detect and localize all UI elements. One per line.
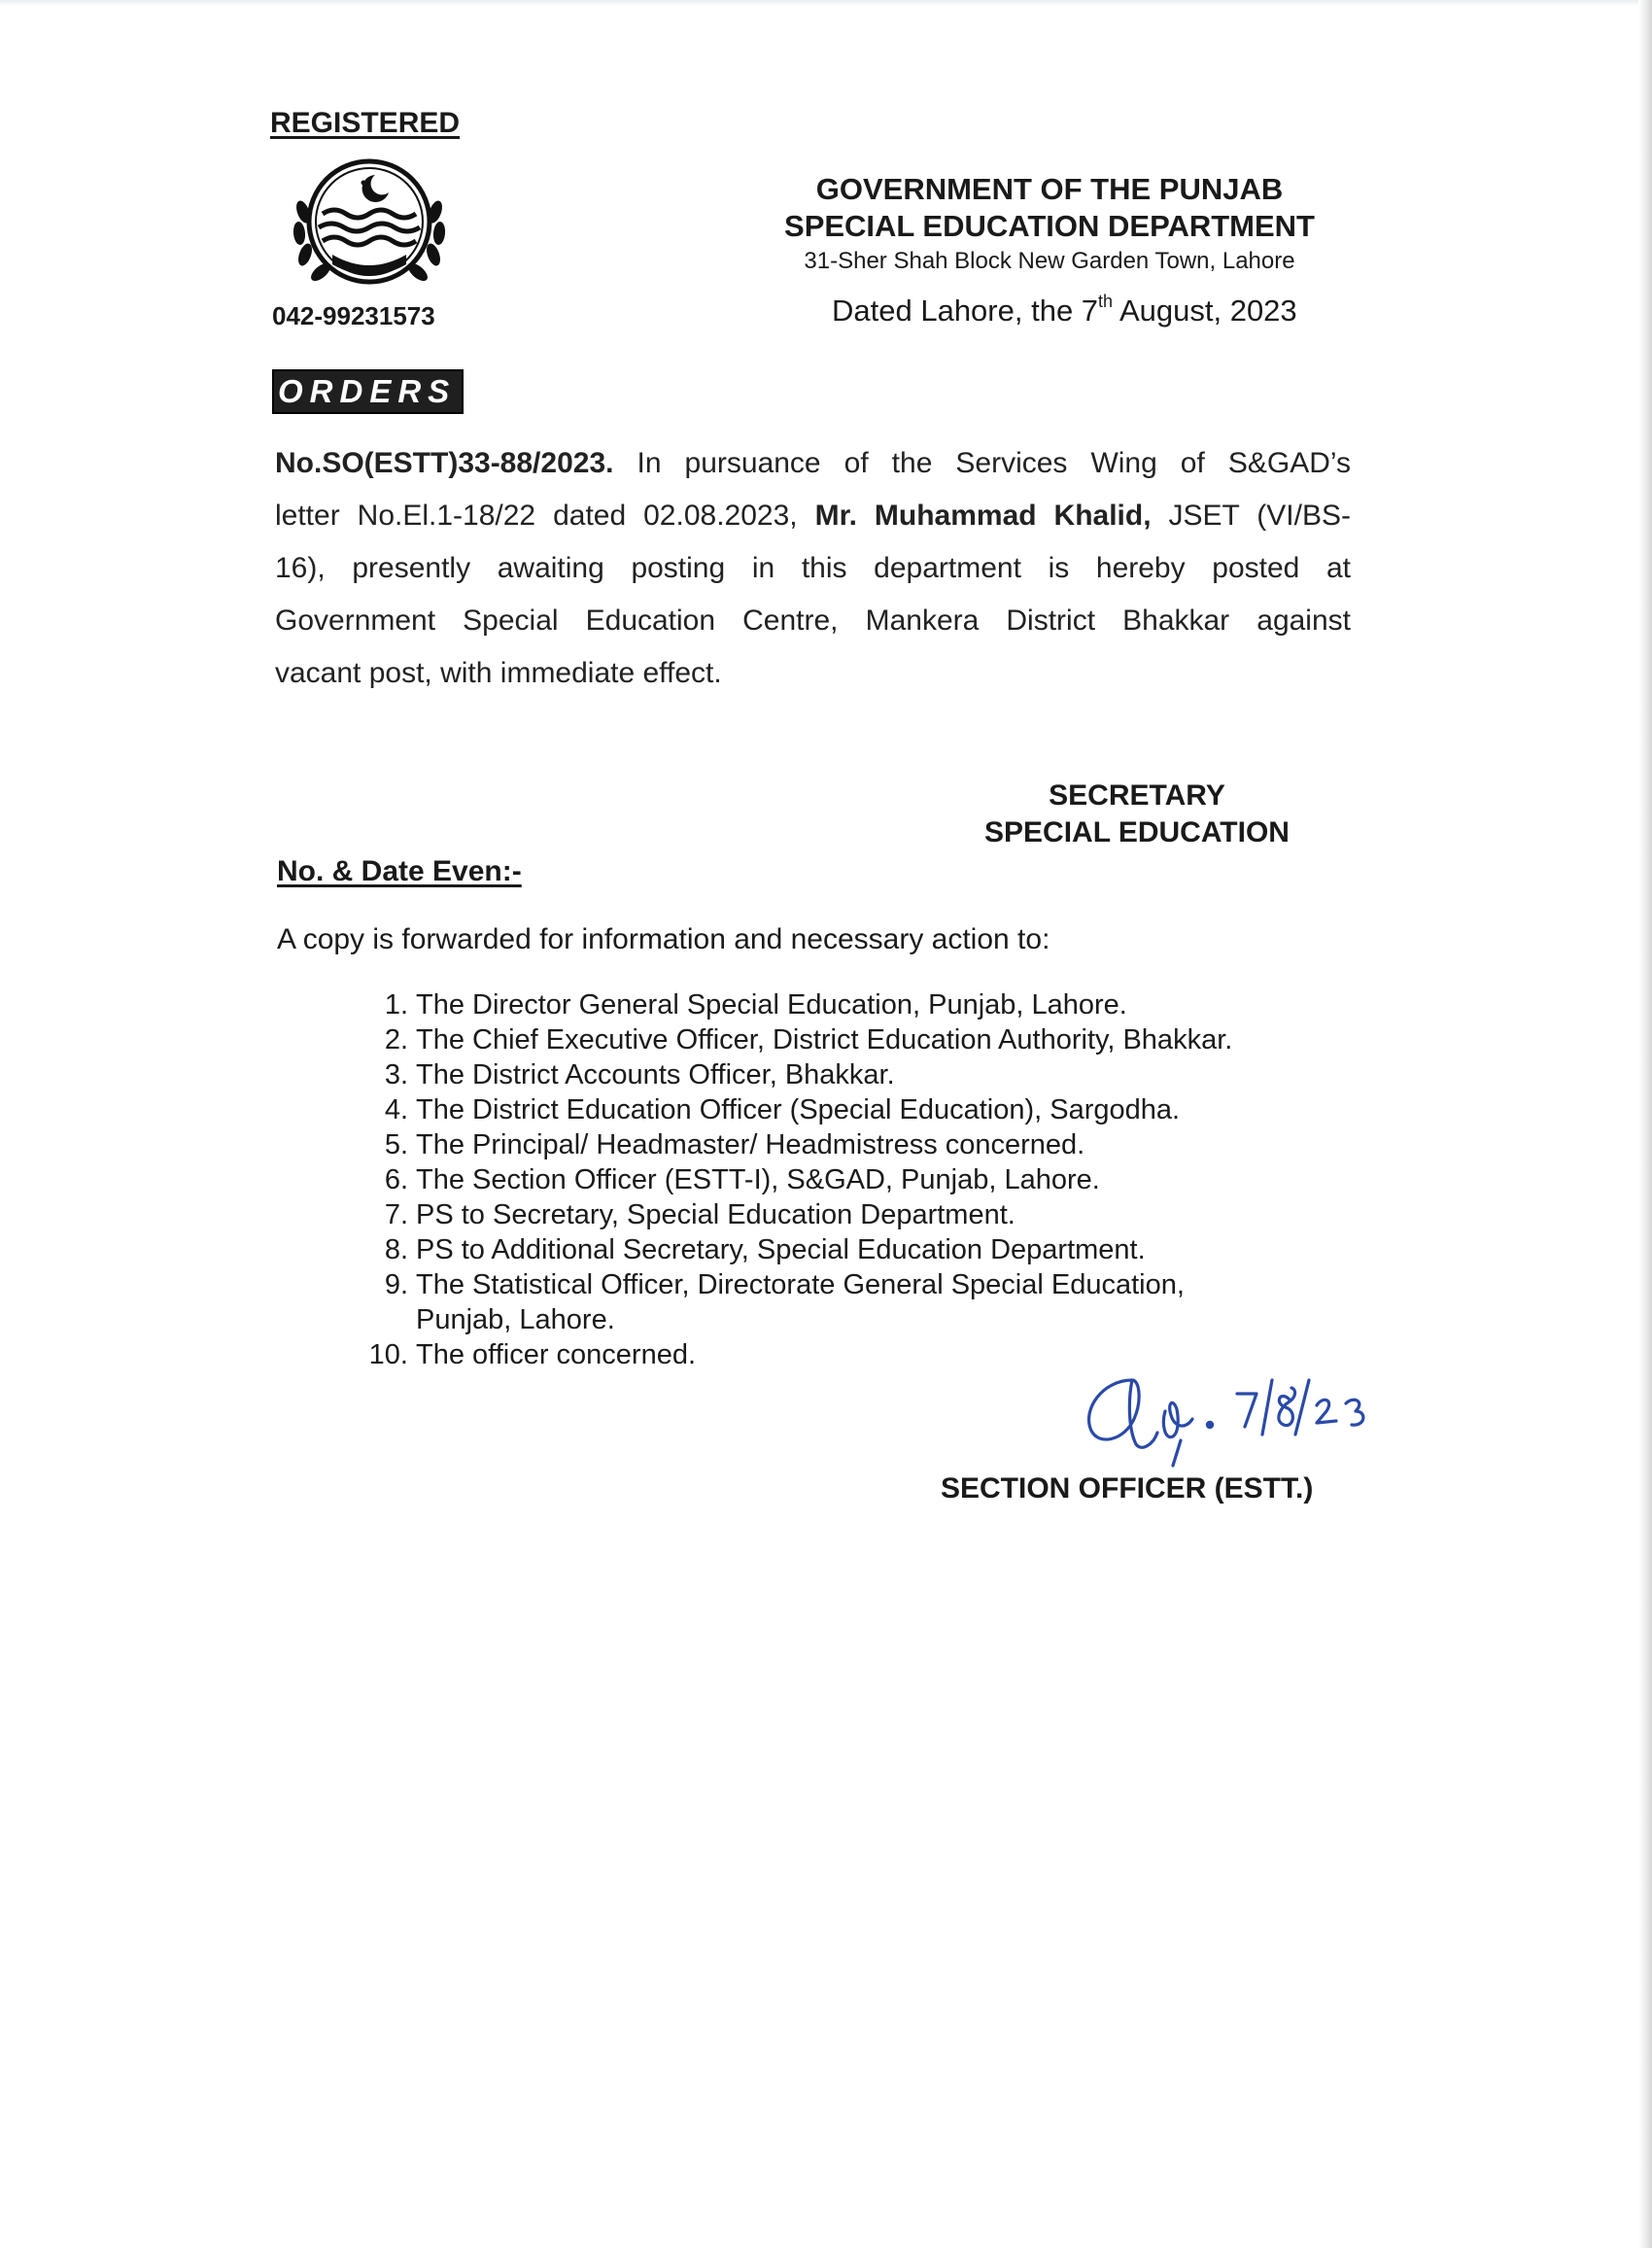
recipient-item xyxy=(369,1162,1232,1197)
recipient-text: The Principal/ Headmaster/ Headmistress concerned. xyxy=(416,1129,1085,1160)
recipient-item xyxy=(369,1302,1232,1337)
recipient-text: The Chief Executive Officer, District Education Authority, Bhakkar. xyxy=(416,1024,1233,1055)
recipient-number: 2. xyxy=(384,1024,408,1055)
dated-prefix: Dated Lahore, the 7 xyxy=(832,294,1099,328)
recipient-item xyxy=(369,1057,1232,1092)
recipient-item xyxy=(369,1092,1232,1127)
order-line-2-pre: letter No.El.1-18/22 dated 02.08.2023, xyxy=(275,500,815,532)
order-line-2 xyxy=(275,490,1351,542)
recipient-number: 7. xyxy=(384,1199,408,1230)
no-date-even: No. & Date Even:- xyxy=(277,855,522,887)
dated-line xyxy=(832,292,1297,329)
order-line-4: Government Special Education Centre, Mankera District Bhakkar against xyxy=(275,605,1351,637)
phone-number: 042-99231573 xyxy=(272,301,435,330)
officer-name: Mr. Muhammad Khalid, xyxy=(814,500,1152,532)
recipient-item xyxy=(369,1232,1232,1267)
recipient-number: 3. xyxy=(384,1059,408,1090)
secretary-block xyxy=(933,778,1341,851)
scan-right-edge xyxy=(1638,0,1652,2248)
order-line-1-text: In pursuance of the Services Wing of S&GAD’s xyxy=(613,447,1351,479)
recipient-number: 4. xyxy=(384,1094,408,1125)
signature-icon xyxy=(1064,1351,1394,1468)
scan-top-edge xyxy=(0,0,1652,6)
punjab-government-emblem-icon xyxy=(282,154,457,299)
government-title: GOVERNMENT OF THE PUNJAB xyxy=(815,172,1284,206)
recipient-number: 1. xyxy=(384,989,408,1020)
recipient-text: The officer concerned. xyxy=(416,1339,697,1370)
recipient-number: 10. xyxy=(368,1339,408,1370)
recipient-number: 9. xyxy=(384,1269,408,1300)
orders-heading: ORDERS xyxy=(272,369,464,414)
order-body xyxy=(275,437,1351,700)
recipient-text: Punjab, Lahore. xyxy=(416,1304,615,1335)
order-line-1 xyxy=(275,437,1351,490)
recipient-text: The Director General Special Education, Punjab, Lahore. xyxy=(416,989,1127,1020)
recipient-item xyxy=(369,1022,1232,1057)
copy-forwarded-line: A copy is forwarded for information and necessary action to: xyxy=(277,923,1050,955)
recipient-text: PS to Additional Secretary, Special Education Department. xyxy=(416,1234,1146,1265)
department-address: 31-Sher Shah Block New Garden Town, Lahore xyxy=(804,248,1295,274)
recipient-list xyxy=(369,987,1232,1372)
dated-suffix: August, 2023 xyxy=(1113,294,1297,328)
section-officer-title: SECTION OFFICER (ESTT.) xyxy=(941,1472,1314,1504)
recipient-number: 8. xyxy=(384,1234,408,1265)
dated-superscript: th xyxy=(1098,292,1114,311)
order-line-5: vacant post, with immediate effect. xyxy=(275,657,722,689)
recipient-item xyxy=(369,1197,1232,1232)
recipient-item xyxy=(369,1127,1232,1162)
recipient-text: PS to Secretary, Special Education Department. xyxy=(416,1199,1015,1230)
recipient-text: The District Education Officer (Special Education), Sargodha. xyxy=(416,1094,1181,1125)
order-line-3: 16), presently awaiting posting in this department is hereby posted at xyxy=(275,552,1351,584)
recipient-text: The Statistical Officer, Directorate General Special Education, xyxy=(416,1269,1185,1300)
department-title: SPECIAL EDUCATION DEPARTMENT xyxy=(784,209,1315,243)
letterhead xyxy=(739,171,1360,278)
recipient-text: The Section Officer (ESTT-I), S&GAD, Punjab, Lahore. xyxy=(416,1164,1100,1195)
order-number: No.SO(ESTT)33-88/2023. xyxy=(275,447,614,479)
order-line-2-post: JSET (VI/BS- xyxy=(1151,500,1351,532)
secretary-title: SECRETARY xyxy=(1049,779,1225,812)
registered-label: REGISTERED xyxy=(270,107,461,139)
recipient-number: 5. xyxy=(384,1129,408,1160)
secretary-department: SPECIAL EDUCATION xyxy=(984,816,1290,848)
recipient-number: 6. xyxy=(384,1164,408,1195)
recipient-text: The District Accounts Officer, Bhakkar. xyxy=(416,1059,895,1090)
recipient-item xyxy=(369,987,1232,1022)
recipient-item xyxy=(369,1267,1232,1302)
